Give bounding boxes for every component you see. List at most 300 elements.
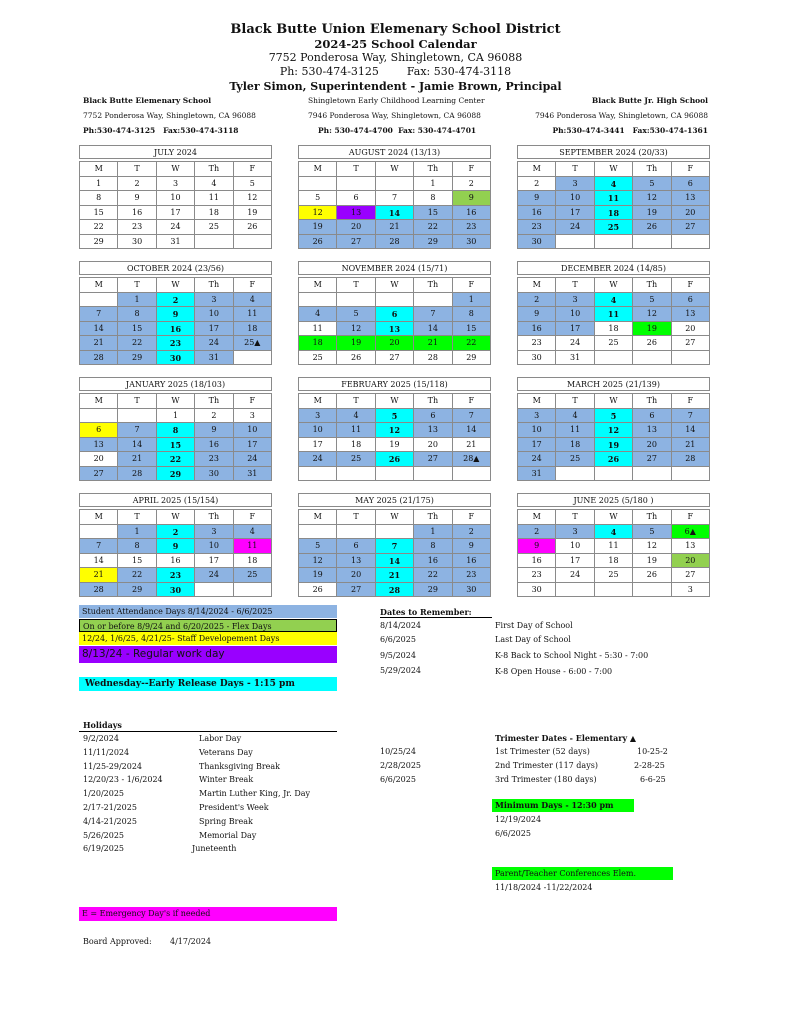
month-grid xyxy=(298,393,491,481)
remember-event: K-8 Open House - 6:00 - 7:00 xyxy=(495,667,613,676)
school-2-address: 7946 Ponderosa Way, Shingletown, CA 96088 xyxy=(308,111,481,120)
day-cell: 13 xyxy=(672,191,710,206)
holiday-date: 1/20/2025 xyxy=(83,789,125,799)
day-cell: 21 xyxy=(376,568,414,583)
day-cell: 9 xyxy=(157,539,195,554)
day-cell: 8 xyxy=(118,307,156,322)
day-cell: 17 xyxy=(556,322,594,337)
day-cell: 20 xyxy=(337,220,375,235)
day-cell xyxy=(595,235,633,250)
day-cell: 3 xyxy=(556,177,594,192)
day-cell xyxy=(556,235,594,250)
weekday-header: W xyxy=(157,394,195,409)
month-grid xyxy=(517,393,710,481)
holiday-name: Thanksgiving Break xyxy=(199,761,280,771)
day-cell xyxy=(234,235,272,250)
day-cell: 13 xyxy=(337,554,375,569)
legend-attendance: Student Attendance Days 8/14/2024 - 6/6/2025 xyxy=(79,605,337,618)
day-cell: 21 xyxy=(672,438,710,453)
day-cell: 4 xyxy=(299,307,337,322)
day-cell xyxy=(234,583,272,598)
holiday-date: 11/11/2024 xyxy=(83,747,130,757)
month-title: MAY 2025 (21/175) xyxy=(298,493,491,507)
day-cell: 26 xyxy=(337,351,375,366)
day-cell: 27 xyxy=(672,336,710,351)
holidays-divider xyxy=(79,731,337,732)
weekday-header: F xyxy=(672,394,710,409)
trimester-left-date: 2/28/2025 xyxy=(380,761,422,770)
remember-event: Last Day of School xyxy=(495,635,571,644)
weekday-header: T xyxy=(118,510,156,525)
day-cell: 23 xyxy=(118,220,156,235)
day-cell: 10 xyxy=(556,191,594,206)
day-cell: 2 xyxy=(453,525,491,540)
day-cell xyxy=(80,293,118,308)
day-cell: 17 xyxy=(556,206,594,221)
day-cell: 7 xyxy=(118,423,156,438)
day-cell: 23 xyxy=(157,568,195,583)
weekday-header: Th xyxy=(195,510,233,525)
trimester-left-date: 6/6/2025 xyxy=(380,775,416,784)
day-cell: 6▲ xyxy=(672,525,710,540)
weekday-header: F xyxy=(234,394,272,409)
day-cell: 31 xyxy=(195,351,233,366)
month-title: MARCH 2025 (21/139) xyxy=(517,377,710,391)
remember-date: 9/5/2024 xyxy=(380,651,416,660)
weekday-header: Th xyxy=(633,162,671,177)
day-cell: 15 xyxy=(157,438,195,453)
day-cell: 24 xyxy=(556,336,594,351)
day-cell: 21 xyxy=(453,438,491,453)
weekday-header: M xyxy=(299,278,337,293)
day-cell: 30 xyxy=(518,583,556,598)
day-cell: 5 xyxy=(633,293,671,308)
day-cell: 11 xyxy=(234,307,272,322)
minimum-day-date: 12/19/2024 xyxy=(495,815,542,824)
day-cell: 27 xyxy=(672,220,710,235)
day-cell: 10 xyxy=(234,423,272,438)
day-cell xyxy=(414,293,452,308)
day-cell: 5 xyxy=(633,177,671,192)
month-title: AUGUST 2024 (13/13) xyxy=(298,145,491,159)
day-cell: 11 xyxy=(556,423,594,438)
day-cell: 13 xyxy=(80,438,118,453)
district-phones: Ph: 530-474-3125 Fax: 530-474-3118 xyxy=(279,65,512,78)
day-cell: 8 xyxy=(414,191,452,206)
month-block xyxy=(79,493,272,597)
day-cell: 14 xyxy=(376,206,414,221)
day-cell: 16 xyxy=(157,554,195,569)
day-cell: 2 xyxy=(157,525,195,540)
weekday-header: T xyxy=(556,278,594,293)
day-cell: 31 xyxy=(518,467,556,482)
weekday-header: Th xyxy=(414,510,452,525)
day-cell: 10 xyxy=(195,539,233,554)
day-cell: 12 xyxy=(299,206,337,221)
weekday-header: M xyxy=(518,510,556,525)
day-cell: 13 xyxy=(376,322,414,337)
day-cell: 25 xyxy=(595,336,633,351)
weekday-header: T xyxy=(556,162,594,177)
day-cell: 3 xyxy=(195,293,233,308)
day-cell: 19 xyxy=(234,206,272,221)
day-cell: 17 xyxy=(556,554,594,569)
day-cell: 16 xyxy=(518,554,556,569)
month-block xyxy=(298,493,491,597)
day-cell: 25 xyxy=(234,568,272,583)
month-title: SEPTEMBER 2024 (20/33) xyxy=(517,145,710,159)
day-cell: 28 xyxy=(376,583,414,598)
day-cell xyxy=(633,583,671,598)
day-cell: 4 xyxy=(234,293,272,308)
day-cell: 8 xyxy=(80,191,118,206)
remember-date: 8/14/2024 xyxy=(380,621,422,630)
weekday-header: M xyxy=(299,394,337,409)
day-cell xyxy=(234,351,272,366)
day-cell: 20 xyxy=(672,554,710,569)
holiday-date: 6/19/2025 xyxy=(83,844,125,854)
weekday-header: T xyxy=(337,394,375,409)
day-cell: 21 xyxy=(414,336,452,351)
day-cell: 21 xyxy=(80,568,118,583)
month-block xyxy=(517,377,710,481)
day-cell: 17 xyxy=(195,322,233,337)
day-cell: 27 xyxy=(80,467,118,482)
day-cell: 2 xyxy=(518,293,556,308)
day-cell: 23 xyxy=(453,568,491,583)
board-approved-label: Board Approved: xyxy=(83,937,152,946)
day-cell: 24 xyxy=(195,336,233,351)
weekday-header: F xyxy=(234,510,272,525)
day-cell: 19 xyxy=(633,322,671,337)
day-cell: 13 xyxy=(672,539,710,554)
day-cell: 10 xyxy=(299,423,337,438)
day-cell: 27 xyxy=(376,351,414,366)
day-cell: 2 xyxy=(157,293,195,308)
day-cell: 18 xyxy=(234,322,272,337)
weekday-header: F xyxy=(672,162,710,177)
day-cell: 15 xyxy=(118,554,156,569)
weekday-header: F xyxy=(453,278,491,293)
day-cell: 14 xyxy=(80,554,118,569)
day-cell: 25 xyxy=(595,568,633,583)
day-cell: 29 xyxy=(414,235,452,250)
day-cell: 6 xyxy=(80,423,118,438)
day-cell: 30 xyxy=(453,583,491,598)
day-cell: 11 xyxy=(595,307,633,322)
school-3-phone: Ph:530-474-3441 Fax:530-474-1361 xyxy=(552,126,708,135)
day-cell: 14 xyxy=(118,438,156,453)
board-approved-date: 4/17/2024 xyxy=(170,937,212,946)
day-cell: 31 xyxy=(556,351,594,366)
day-cell: 12 xyxy=(595,423,633,438)
day-cell: 19 xyxy=(299,220,337,235)
day-cell: 28▲ xyxy=(453,452,491,467)
calendar-title: 2024-25 School Calendar xyxy=(314,37,477,51)
day-cell: 22 xyxy=(453,336,491,351)
weekday-header: Th xyxy=(195,278,233,293)
weekday-header: T xyxy=(337,162,375,177)
day-cell: 27 xyxy=(633,452,671,467)
month-title: JULY 2024 xyxy=(79,145,272,159)
day-cell: 4 xyxy=(195,177,233,192)
weekday-header: M xyxy=(299,162,337,177)
day-cell: 4 xyxy=(595,177,633,192)
weekday-header: F xyxy=(453,510,491,525)
conferences-dates: 11/18/2024 -11/22/2024 xyxy=(495,883,593,892)
day-cell: 3 xyxy=(195,525,233,540)
month-block xyxy=(298,261,491,365)
remember-event: First Day of School xyxy=(495,621,573,630)
weekday-header: Th xyxy=(414,162,452,177)
trimester-label: 2nd Trimester (117 days) xyxy=(495,761,598,770)
holiday-date: 4/14-21/2025 xyxy=(83,816,137,826)
day-cell: 28 xyxy=(80,351,118,366)
day-cell: 24 xyxy=(195,568,233,583)
legend-regular-work: 8/13/24 - Regular work day xyxy=(79,646,337,663)
day-cell xyxy=(337,293,375,308)
weekday-header: W xyxy=(376,394,414,409)
day-cell: 16 xyxy=(518,206,556,221)
month-grid xyxy=(79,393,272,481)
day-cell: 19 xyxy=(633,206,671,221)
day-cell: 19 xyxy=(595,438,633,453)
day-cell: 22 xyxy=(414,568,452,583)
day-cell: 23 xyxy=(453,220,491,235)
holiday-name: Winter Break xyxy=(199,775,254,785)
day-cell: 7 xyxy=(80,539,118,554)
day-cell: 26 xyxy=(633,336,671,351)
day-cell: 16 xyxy=(118,206,156,221)
weekday-header: W xyxy=(157,510,195,525)
minimum-days-title: Minimum Days - 12:30 pm xyxy=(492,799,634,812)
day-cell: 23 xyxy=(518,568,556,583)
remember-event: K-8 Back to School Night - 5:30 - 7:00 xyxy=(495,651,649,660)
day-cell: 11 xyxy=(195,191,233,206)
day-cell: 16 xyxy=(453,206,491,221)
day-cell: 25 xyxy=(299,351,337,366)
weekday-header: W xyxy=(595,394,633,409)
day-cell: 7 xyxy=(453,409,491,424)
day-cell xyxy=(376,177,414,192)
day-cell: 17 xyxy=(234,438,272,453)
weekday-header: F xyxy=(672,278,710,293)
month-grid xyxy=(79,509,272,597)
holiday-name: Labor Day xyxy=(199,734,242,743)
day-cell xyxy=(299,293,337,308)
day-cell: 7 xyxy=(80,307,118,322)
day-cell: 28 xyxy=(376,235,414,250)
day-cell: 8 xyxy=(157,423,195,438)
month-grid xyxy=(298,277,491,365)
day-cell: 26 xyxy=(376,452,414,467)
day-cell: 6 xyxy=(672,293,710,308)
day-cell: 21 xyxy=(376,220,414,235)
weekday-header: W xyxy=(595,278,633,293)
day-cell: 2 xyxy=(518,177,556,192)
day-cell: 1 xyxy=(118,525,156,540)
day-cell: 14 xyxy=(453,423,491,438)
day-cell: 30 xyxy=(518,235,556,250)
holiday-name: Memorial Day xyxy=(199,830,257,840)
day-cell: 12 xyxy=(633,539,671,554)
day-cell: 6 xyxy=(337,191,375,206)
weekday-header: M xyxy=(518,162,556,177)
weekday-header: Th xyxy=(414,278,452,293)
weekday-header: T xyxy=(337,510,375,525)
day-cell xyxy=(376,525,414,540)
day-cell: 20 xyxy=(414,438,452,453)
month-title: DECEMBER 2024 (14/85) xyxy=(517,261,710,275)
day-cell: 26 xyxy=(595,452,633,467)
day-cell: 18 xyxy=(595,322,633,337)
administrators: Tyler Simon, Superintendent - Jamie Brown, Principal xyxy=(229,80,562,93)
day-cell: 17 xyxy=(299,438,337,453)
day-cell: 4 xyxy=(337,409,375,424)
day-cell: 20 xyxy=(337,568,375,583)
day-cell xyxy=(633,467,671,482)
weekday-header: T xyxy=(118,162,156,177)
day-cell: 11 xyxy=(595,539,633,554)
holiday-name: President's Week xyxy=(199,803,269,812)
day-cell: 25▲ xyxy=(234,336,272,351)
weekday-header: Th xyxy=(195,162,233,177)
day-cell: 3 xyxy=(234,409,272,424)
day-cell: 2 xyxy=(195,409,233,424)
dates-to-remember-title: Dates to Remember: xyxy=(380,607,492,618)
day-cell: 10 xyxy=(157,191,195,206)
day-cell: 5 xyxy=(633,525,671,540)
day-cell: 25 xyxy=(595,220,633,235)
day-cell: 13 xyxy=(672,307,710,322)
weekday-header: W xyxy=(157,162,195,177)
day-cell: 2 xyxy=(453,177,491,192)
month-title: APRIL 2025 (15/154) xyxy=(79,493,272,507)
weekday-header: T xyxy=(337,278,375,293)
day-cell: 27 xyxy=(414,452,452,467)
day-cell: 10 xyxy=(556,307,594,322)
day-cell: 1 xyxy=(414,525,452,540)
day-cell: 7 xyxy=(376,191,414,206)
school-3-address: 7946 Ponderosa Way, Shingletown, CA 96088 xyxy=(535,111,708,120)
day-cell: 9 xyxy=(157,307,195,322)
day-cell: 24 xyxy=(556,568,594,583)
day-cell: 30 xyxy=(518,351,556,366)
day-cell: 26 xyxy=(299,583,337,598)
day-cell: 5 xyxy=(299,539,337,554)
day-cell: 1 xyxy=(118,293,156,308)
month-title: FEBRUARY 2025 (15/118) xyxy=(298,377,491,391)
day-cell: 20 xyxy=(633,438,671,453)
day-cell: 18 xyxy=(337,438,375,453)
day-cell: 29 xyxy=(118,351,156,366)
day-cell: 20 xyxy=(376,336,414,351)
weekday-header: F xyxy=(672,510,710,525)
day-cell xyxy=(672,351,710,366)
day-cell: 15 xyxy=(80,206,118,221)
weekday-header: M xyxy=(518,278,556,293)
month-block xyxy=(298,377,491,481)
day-cell: 22 xyxy=(118,336,156,351)
day-cell: 22 xyxy=(80,220,118,235)
day-cell xyxy=(299,467,337,482)
day-cell: 16 xyxy=(157,322,195,337)
remember-date: 5/29/2024 xyxy=(380,666,422,675)
weekday-header: M xyxy=(80,278,118,293)
holidays-title: Holidays xyxy=(83,720,122,730)
day-cell: 10 xyxy=(556,539,594,554)
day-cell: 30 xyxy=(453,235,491,250)
day-cell: 23 xyxy=(518,336,556,351)
day-cell: 11 xyxy=(299,322,337,337)
day-cell: 10 xyxy=(518,423,556,438)
month-block xyxy=(517,145,710,249)
day-cell xyxy=(337,177,375,192)
day-cell: 1 xyxy=(80,177,118,192)
day-cell: 26 xyxy=(633,568,671,583)
day-cell xyxy=(80,409,118,424)
day-cell: 6 xyxy=(337,539,375,554)
day-cell: 24 xyxy=(556,220,594,235)
day-cell: 8 xyxy=(414,539,452,554)
day-cell: 18 xyxy=(556,438,594,453)
day-cell: 9 xyxy=(453,539,491,554)
day-cell xyxy=(337,467,375,482)
district-address: 7752 Ponderosa Way, Shingletown, CA 96088 xyxy=(268,51,523,64)
day-cell xyxy=(414,467,452,482)
month-title: JUNE 2025 (5/180 ) xyxy=(517,493,710,507)
day-cell: 9 xyxy=(518,191,556,206)
day-cell: 31 xyxy=(157,235,195,250)
month-grid xyxy=(79,161,272,249)
trimester-left-date: 10/25/24 xyxy=(380,747,416,756)
trimester-label: 1st Trimester (52 days) xyxy=(495,747,590,756)
weekday-header: M xyxy=(299,510,337,525)
day-cell: 3 xyxy=(556,293,594,308)
day-cell: 15 xyxy=(414,206,452,221)
holiday-name: Spring Break xyxy=(199,816,253,826)
day-cell xyxy=(299,525,337,540)
day-cell: 18 xyxy=(195,206,233,221)
day-cell: 17 xyxy=(195,554,233,569)
day-cell xyxy=(195,583,233,598)
day-cell: 3 xyxy=(157,177,195,192)
day-cell: 15 xyxy=(453,322,491,337)
day-cell: 26 xyxy=(299,235,337,250)
day-cell: 12 xyxy=(633,307,671,322)
day-cell: 27 xyxy=(672,568,710,583)
legend-early-release: Wednesday--Early Release Days - 1:15 pm xyxy=(79,677,337,691)
day-cell: 11 xyxy=(595,191,633,206)
day-cell xyxy=(633,235,671,250)
weekday-header: W xyxy=(376,162,414,177)
day-cell: 18 xyxy=(234,554,272,569)
day-cell: 30 xyxy=(195,467,233,482)
month-grid xyxy=(298,509,491,597)
day-cell: 6 xyxy=(414,409,452,424)
day-cell xyxy=(595,351,633,366)
day-cell: 1 xyxy=(453,293,491,308)
day-cell: 27 xyxy=(337,583,375,598)
day-cell xyxy=(195,235,233,250)
day-cell: 8 xyxy=(453,307,491,322)
day-cell: 18 xyxy=(299,336,337,351)
school-2-name: Shingletown Early Childhood Learning Center xyxy=(308,96,485,105)
day-cell: 20 xyxy=(672,322,710,337)
day-cell: 16 xyxy=(414,554,452,569)
day-cell: 5 xyxy=(595,409,633,424)
weekday-header: Th xyxy=(633,278,671,293)
